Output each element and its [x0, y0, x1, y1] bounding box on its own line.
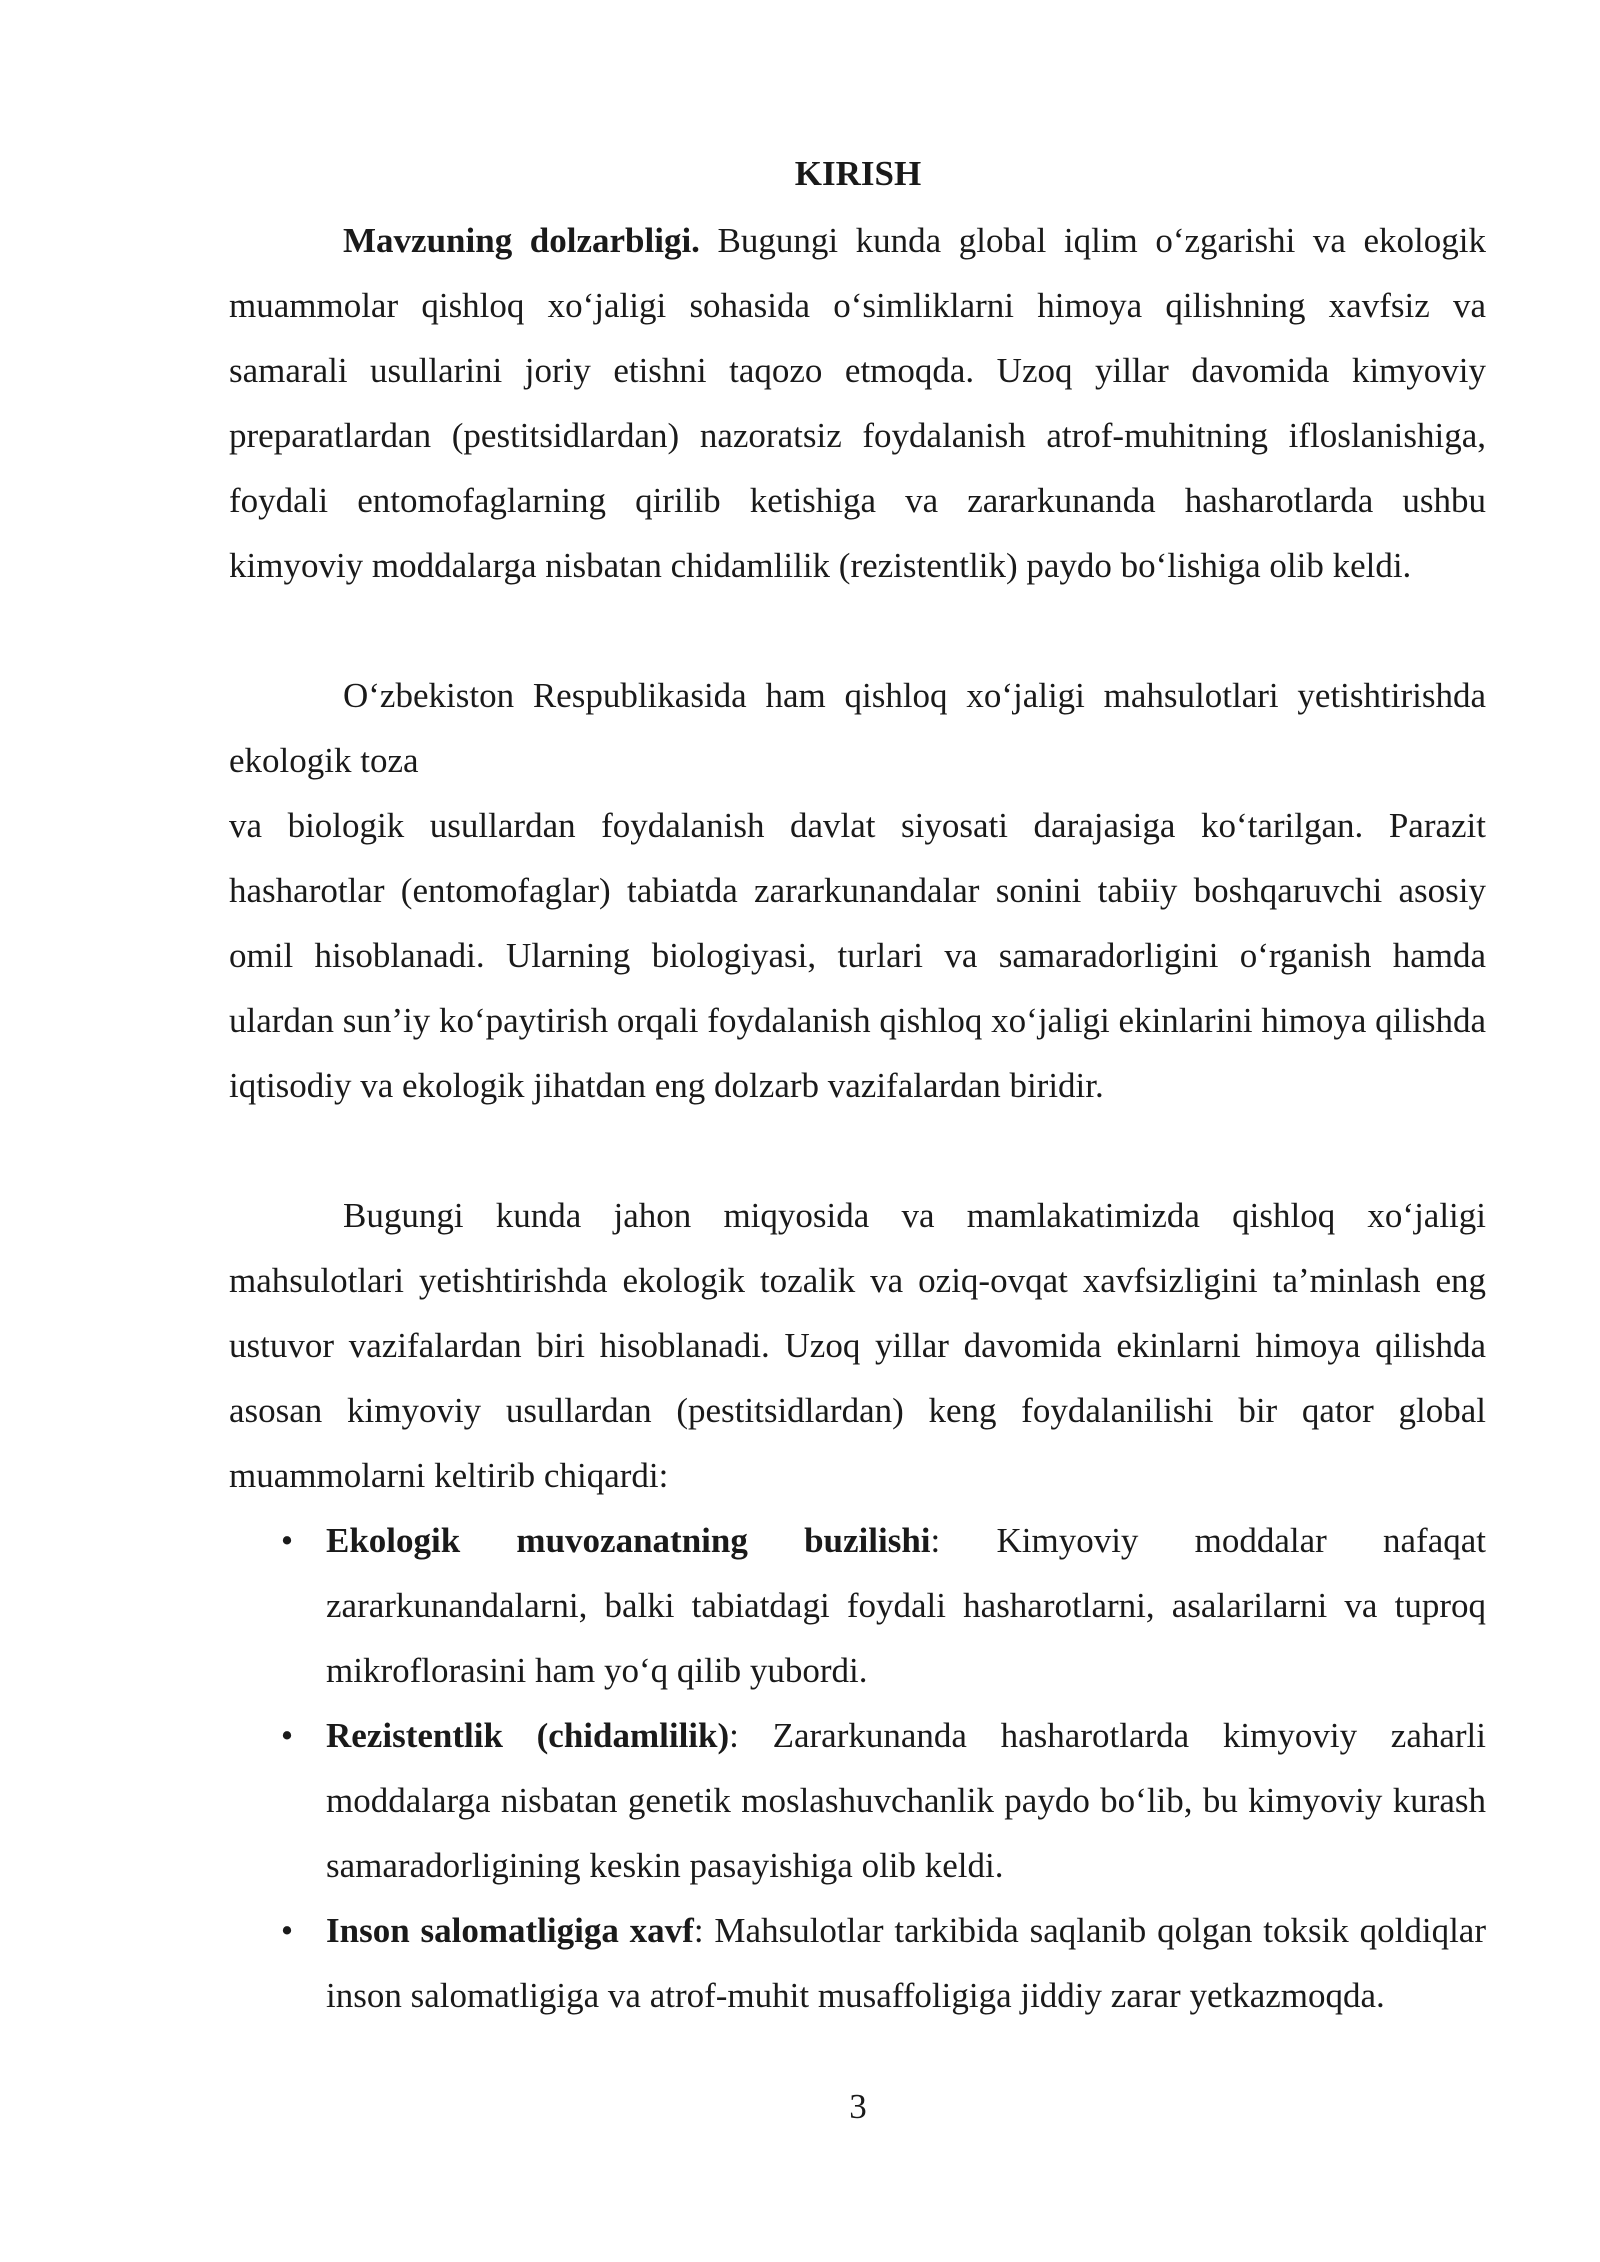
paragraph-lead: Mavzuning dolzarbligi.: [343, 221, 700, 260]
paragraph-relevance: [229, 208, 1486, 598]
list-item-term: Rezistentlik (chidamlilik): [326, 1716, 730, 1755]
list-item-text: : Mahsulotlar tarkibida saqlanib qolgan toksik qoldiqlar inson salomatligiga va atrof-muhit musaffoligiga jiddiy zarar yetkazmoqda.: [326, 1911, 1486, 2015]
list-item-term: Ekologik muvozanatning buzilishi: [326, 1521, 931, 1560]
page-number: 3: [849, 2087, 867, 2126]
list-item-term: Inson salomatligiga xavf: [326, 1911, 694, 1950]
paragraph-global-problems: Bugungi kunda jahon miqyosida va mamlakatimizda qishloq xo‘jaligi mahsulotlari yetishtirishda ekologik tozalik va oziq-ovqat xavfsizligini ta’minlash eng ustuvor vazifalardan biri hisoblanadi. Uzoq yillar davomida ekinlarni himoya qilishda asosan kimyoviy usullardan (pestitsidlardan) keng foydalanilishi bir qator global muammolarni keltirib chiqardi:: [229, 1196, 1486, 1495]
list-item: [229, 1508, 1486, 1703]
paragraph-uzbekistan: O‘zbekiston Respublikasida ham qishloq xo‘jaligi mahsulotlari yetishtirishda ekologik toza: [229, 676, 1486, 780]
bullet-icon: •: [280, 1521, 294, 1560]
page-title: KIRISH: [794, 154, 922, 193]
list-item-text: : Zararkunanda hasharotlarda kimyoviy zaharli moddalarga nisbatan genetik moslashuvchanlik paydo bo‘lib, bu kimyoviy kurash samaradorligining keskin pasayishiga olib keldi.: [326, 1716, 1486, 1885]
bullet-icon: •: [280, 1716, 294, 1755]
paragraph-biological-methods: va biologik usullardan foydalanish davlat siyosati darajasiga ko‘tarilgan. Parazit hasharotlar (entomofaglar) tabiatda zararkunandalar sonini tabiiy boshqaruvchi asosiy omil hisoblanadi. Ularning biologiyasi, turlari va samaradorligini o‘rganish hamda ulardan sun’iy ko‘paytirish orqali foydalanish qishloq xo‘jaligi ekinlarini himoya qilishda iqtisodiy va ekologik jihatdan eng dolzarb vazifalardan biridir.: [229, 806, 1486, 1105]
list-item: [229, 1898, 1486, 2028]
bullet-icon: •: [280, 1911, 294, 1950]
list-item-text: : Kimyoviy moddalar nafaqat zararkunandalarni, balki tabiatdagi foydali hasharotlarni, asalarilarni va tuproq mikroflorasini ham yo‘q qilib yubordi.: [326, 1521, 1486, 1690]
problems-list: [229, 1508, 1486, 2028]
paragraph-text: Bugungi kunda global iqlim o‘zgarishi va ekologik muammolar qishloq xo‘jaligi sohasida o‘simliklarni himoya qilishning xavfsiz va samarali usullarini joriy etishni taqozo etmoqda. Uzoq yillar davomida kimyoviy preparatlardan (pestitsidlardan) nazoratsiz foydalanish atrof-muhitning ifloslanishiga, foydali entomofaglarning qirilib ketishiga va zararkunanda hasharotlarda ushbu kimyoviy moddalarga nisbatan chidamlilik (rezistentlik) paydo bo‘lishiga olib keldi.: [229, 221, 1487, 585]
list-item: [229, 1703, 1486, 1898]
